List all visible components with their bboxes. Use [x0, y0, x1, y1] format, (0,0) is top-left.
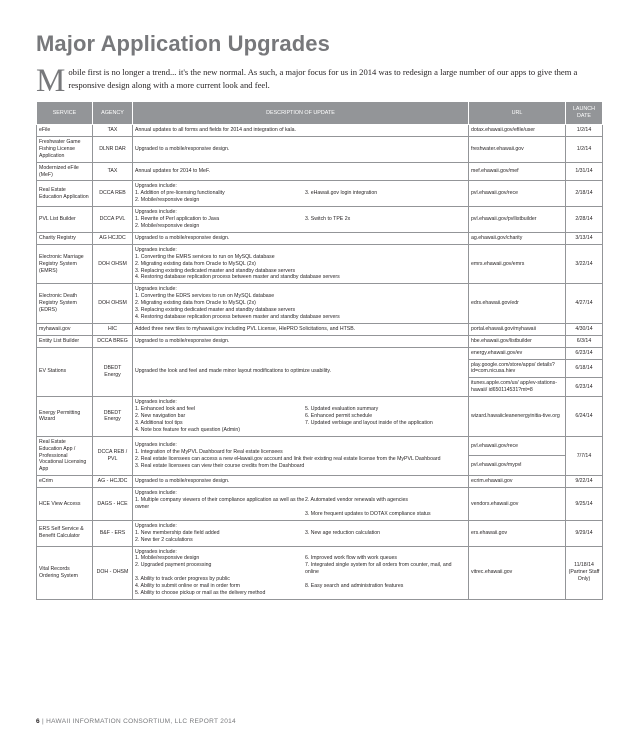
launch-date-cell: 3/13/14	[566, 232, 603, 244]
url-cell: wizard.hawaiicleanenergyinitia-tive.org	[469, 397, 566, 437]
agency-cell: DOH OHSM	[93, 244, 133, 284]
description-item	[305, 427, 466, 434]
description-cell	[133, 136, 469, 162]
url-cell: vendors.ehawaii.gov	[469, 488, 566, 521]
url-cell: portal.ehawaii.gov/myhawaii	[469, 323, 566, 335]
service-cell: eFile	[37, 125, 93, 137]
header-launch-date: LAUNCH DATE	[566, 102, 603, 125]
header-description: DESCRIPTION OF UPDATE	[133, 102, 469, 125]
description-item	[305, 197, 466, 204]
description-item: 6. Enhanced permit schedule	[305, 413, 373, 419]
description-item: 4. Ability to submit online or mail in order form	[135, 583, 240, 590]
table-row	[37, 347, 603, 359]
service-cell: Entity List Builder	[37, 335, 93, 347]
description-line: 1. Converting the EMRS services to run on MySQL database	[135, 253, 275, 260]
description-item	[305, 223, 466, 230]
service-cell: Real Estate Education App / Professional Vocational Licensing App	[37, 436, 93, 476]
agency-cell: TAX	[93, 162, 133, 181]
agency-cell: HIC	[93, 323, 133, 335]
description-line: 4. Restoring database replication process between master and standby database servers	[135, 313, 340, 320]
description-item	[305, 537, 466, 544]
description-grid	[135, 497, 466, 518]
url-cell: ers.ehawaii.gov	[469, 520, 566, 546]
description-item: 8. Easy search and administration features	[305, 583, 404, 590]
description-line: Upgrades include:	[135, 442, 177, 449]
description-line: Added three new tiles to myhawaii.gov including PVL License, HlePRO Solicitations, and HTSB.	[135, 325, 356, 332]
launch-date-cell: 6/23/14	[566, 378, 603, 397]
description-item: 1. Rewrite of Perl application to Java	[135, 216, 220, 223]
service-cell: Freshwater Game Fishing License Application	[37, 136, 93, 162]
description-line: Upgrades include:	[135, 399, 177, 406]
table-row	[37, 125, 603, 137]
launch-date-cell: 6/3/14	[566, 335, 603, 347]
url-cell: ag.ehawaii.gov/charity	[469, 232, 566, 244]
agency-cell: AG HCJDC	[93, 232, 133, 244]
description-item: 7. Updated verbiage and layout inside of the application	[305, 419, 433, 426]
description-line: 3. Replacing existing dedicated master and standby database servers	[135, 307, 296, 314]
description-item: 3. Switch to TPE 2x	[305, 216, 351, 223]
description-cell	[133, 520, 469, 546]
description-item: 3. Ability to track order progress by public	[135, 576, 230, 583]
page-number: 6	[36, 718, 40, 725]
table-row	[37, 520, 603, 546]
service-cell: myhawaii.gov	[37, 323, 93, 335]
description-cell	[133, 181, 469, 207]
description-line: Upgrades include:	[135, 246, 177, 253]
intro-text: obile first is no longer a trend... it's the new normal. As such, a major focus for us in 2014 was to redesign a large number of our apps to give them a responsive design along with a more current look and feel.	[68, 67, 578, 90]
launch-date-cell: 7/7/14	[566, 436, 603, 476]
description-line: 4. Restoring database replication process between master and standby database servers	[135, 274, 340, 281]
description-item: 2. New tier 2 calculations	[135, 536, 193, 543]
agency-cell: DCCA REB / PVL	[93, 436, 133, 476]
url-cell: ecrim.ehawaii.gov	[469, 476, 566, 488]
description-cell	[133, 335, 469, 347]
description-cell	[133, 323, 469, 335]
launch-date-cell: 3/22/14	[566, 244, 603, 284]
launch-date-cell: 1/2/14	[566, 125, 603, 137]
agency-cell: DLNR DAR	[93, 136, 133, 162]
page-title: Major Application Upgrades	[36, 31, 330, 56]
description-item	[305, 590, 466, 597]
service-cell: Modernized eFile (MeF)	[37, 162, 93, 181]
url-cell: vitrec.ehawaii.gov	[469, 546, 566, 599]
table-row	[37, 323, 603, 335]
description-cell	[133, 488, 469, 521]
description-item: 2. Upgraded payment processing	[135, 562, 212, 569]
description-item	[135, 511, 305, 518]
description-cell	[133, 284, 469, 324]
description-cell	[133, 397, 469, 437]
launch-date-cell: 6/18/14	[566, 359, 603, 378]
url-cell: itunes.apple.com/us/ app/ev-stations-hawaii/ id650114531?mt=8	[469, 378, 566, 397]
agency-cell: DOH OHSM	[93, 284, 133, 324]
description-line: 2. Migrating existing data from Oracle to MySQL (2x)	[135, 260, 256, 267]
description-item: 1. Addition of pre-licensing functionality	[135, 190, 225, 197]
description-item: 4. Note box feature for each question (Admin)	[135, 426, 240, 433]
description-item: 7. Integrated single system for all orders from counter, mail, and online	[305, 562, 452, 576]
description-grid	[135, 530, 466, 544]
url-cell: pvl.ehawaii.gov/rece	[469, 181, 566, 207]
description-line: Upgraded to a mobile/responsive design.	[135, 234, 230, 241]
launch-date-cell: 2/18/14	[566, 181, 603, 207]
launch-date-cell: 6/23/14	[566, 347, 603, 359]
description-line: Annual updates for 2014 to MeF.	[135, 168, 210, 175]
description-item: 3. Additional tool tips	[135, 419, 183, 426]
description-item: 3. eHawaii.gov login integration	[305, 190, 378, 197]
description-cell	[133, 207, 469, 233]
description-item: 1. Multiple company viewers of their compliance application as well as the owner	[135, 497, 305, 510]
description-item: 3. New age reduction calculation	[305, 529, 380, 536]
launch-date-cell: 9/25/14	[566, 488, 603, 521]
launch-date-cell: 4/27/14	[566, 284, 603, 324]
url-cell: emrs.ehawaii.gov/emrs	[469, 244, 566, 284]
url-cell: play.google.com/store/apps/ details?id=com.nicusa.hiev	[469, 359, 566, 378]
description-line: 1. Integration of the MyPVL Dashboard for Real estate licensees	[135, 449, 283, 456]
drop-cap: M	[36, 63, 66, 99]
footer-text: | HAWAII INFORMATION CONSORTIUM, LLC REPORT 2014	[42, 718, 236, 725]
description-line: 2. Migrating existing data from Oracle to MySQL (2x)	[135, 300, 256, 307]
service-cell: Electronic Marriage Registry System (EMRS)	[37, 244, 93, 284]
launch-date-cell: 4/30/14	[566, 323, 603, 335]
description-line: 3. Replacing existing dedicated master and standby database servers	[135, 267, 296, 274]
agency-cell: DCCA BREG	[93, 335, 133, 347]
table-row	[37, 207, 603, 233]
agency-cell: DBEDT Energy	[93, 397, 133, 437]
table-row	[37, 546, 603, 599]
description-line: Upgraded to a mobile/responsive design.	[135, 145, 230, 152]
description-item: 1. Enhanced look and feel	[135, 406, 195, 413]
description-line: 2. Real estate licensees can access a new eHawaii.gov account and link their existing real estate license from the MyPVL Dashboard	[135, 455, 441, 462]
description-line: Annual updates to all forms and fields for 2014 and integration of kala.	[135, 127, 296, 133]
description-cell	[133, 347, 469, 397]
description-item: 2. Mobile/responsive design	[135, 222, 200, 229]
description-item: 1. Mobile/responsive design	[135, 555, 200, 562]
table-row	[37, 162, 603, 181]
description-item: 5. Updated evaluation summary	[305, 406, 379, 413]
intro-paragraph	[36, 63, 602, 100]
agency-cell: DAGS - HCE	[93, 488, 133, 521]
header-service: SERVICE	[37, 102, 93, 125]
description-line: Upgraded to a mobile/responsive design.	[135, 337, 230, 344]
description-item	[305, 576, 466, 583]
description-line: Upgrades include:	[135, 548, 177, 555]
description-line: Upgrades include:	[135, 183, 177, 190]
url-cell: mef.ehawaii.gov/mef	[469, 162, 566, 181]
service-cell: PVL List Builder	[37, 207, 93, 233]
table-row	[37, 181, 603, 207]
description-grid	[135, 555, 466, 596]
description-grid	[135, 406, 466, 434]
description-line: Upgraded the look and feel and made minor layout modifications to optimize usability.	[135, 368, 331, 375]
url-cell: dotax.ehawaii.gov/efile/user	[469, 125, 566, 137]
service-cell: EV Stations	[37, 347, 93, 397]
agency-cell: AG - HCJDC	[93, 476, 133, 488]
description-grid	[135, 216, 466, 230]
description-line: Upgrades include:	[135, 209, 177, 216]
url-cell: energy.ehawaii.gov/ev	[469, 347, 566, 359]
description-cell	[133, 162, 469, 181]
launch-date-cell: 2/28/14	[566, 207, 603, 233]
table-header-row	[37, 102, 603, 125]
launch-date-cell: 6/24/14	[566, 397, 603, 437]
service-cell: HCE View Access	[37, 488, 93, 521]
url-cell: hbe.ehawaii.gov/listbuilder	[469, 335, 566, 347]
url-cell: freshwater.ehawaii.gov	[469, 136, 566, 162]
description-item: 6. Improved work flow with work queues	[305, 555, 397, 562]
launch-date-cell: 9/29/14	[566, 520, 603, 546]
url-cell: pvl.ehawaii.gov/rece	[469, 436, 566, 456]
launch-date-cell: 1/31/14	[566, 162, 603, 181]
table-row	[37, 284, 603, 324]
agency-cell: B&F - ERS	[93, 520, 133, 546]
table-row	[37, 436, 603, 456]
description-cell	[133, 244, 469, 284]
agency-cell: DOH - OHSM	[93, 546, 133, 599]
table-row	[37, 397, 603, 437]
agency-cell: DCCA REB	[93, 181, 133, 207]
service-cell: Real Estate Education Application	[37, 181, 93, 207]
service-cell: eCrim	[37, 476, 93, 488]
agency-cell: TAX	[93, 125, 133, 137]
url-cell: pvl.ehawaii.gov/mypvl	[469, 456, 566, 476]
description-line: Upgrades include:	[135, 522, 177, 529]
description-cell	[133, 125, 469, 137]
agency-cell: DBEDT Energy	[93, 347, 133, 397]
table-row	[37, 476, 603, 488]
table-row	[37, 244, 603, 284]
description-item: 2. Automated vendor renewals with agencies	[305, 497, 408, 504]
header-url: URL	[469, 102, 566, 125]
url-cell: edrs.ehawaii.gov/edr	[469, 284, 566, 324]
description-item: 5. Ability to choose pickup or mail as the delivery method	[135, 589, 266, 596]
launch-date-cell: 9/22/14	[566, 476, 603, 488]
description-line: 3. Real estate licensees can view their course credits from the Dashboard	[135, 462, 305, 469]
service-cell: ERS Self Service & Benefit Calculator	[37, 520, 93, 546]
description-cell	[133, 546, 469, 599]
service-cell: Electronic Death Registry System (EDRS)	[37, 284, 93, 324]
table-row	[37, 488, 603, 521]
table-row	[37, 335, 603, 347]
table-row	[37, 232, 603, 244]
description-item: 2. New navigation bar	[135, 413, 186, 419]
description-line: 1. Converting the EDRS services to run on MySQL database	[135, 293, 275, 300]
header-agency: AGENCY	[93, 102, 133, 125]
applications-table	[36, 101, 603, 600]
launch-date-cell: 11/18/14 (Partner Staff Only)	[566, 546, 603, 599]
table-body	[37, 125, 603, 600]
service-cell: Energy Permitting Wizard	[37, 397, 93, 437]
description-cell	[133, 436, 469, 476]
description-cell	[133, 232, 469, 244]
launch-date-cell: 1/2/14	[566, 136, 603, 162]
description-line: Upgrades include:	[135, 286, 177, 293]
description-item: 2. Mobile/responsive design	[135, 197, 200, 204]
description-line: Upgrades include:	[135, 490, 177, 497]
table-row	[37, 136, 603, 162]
service-cell: Vital Records Ordering System	[37, 546, 93, 599]
service-cell: Charity Registry	[37, 232, 93, 244]
agency-cell: DCCA PVL	[93, 207, 133, 233]
url-cell: pvl.ehawaii.gov/pvllistbuilder	[469, 207, 566, 233]
page-footer	[36, 718, 236, 725]
description-item: 1. New membership date field added	[135, 529, 220, 536]
description-line: Upgraded to a mobile/responsive design.	[135, 478, 230, 485]
description-grid	[135, 190, 466, 204]
description-cell	[133, 476, 469, 488]
description-item: 3. More frequent updates to DOTAX compliance status	[305, 510, 431, 517]
